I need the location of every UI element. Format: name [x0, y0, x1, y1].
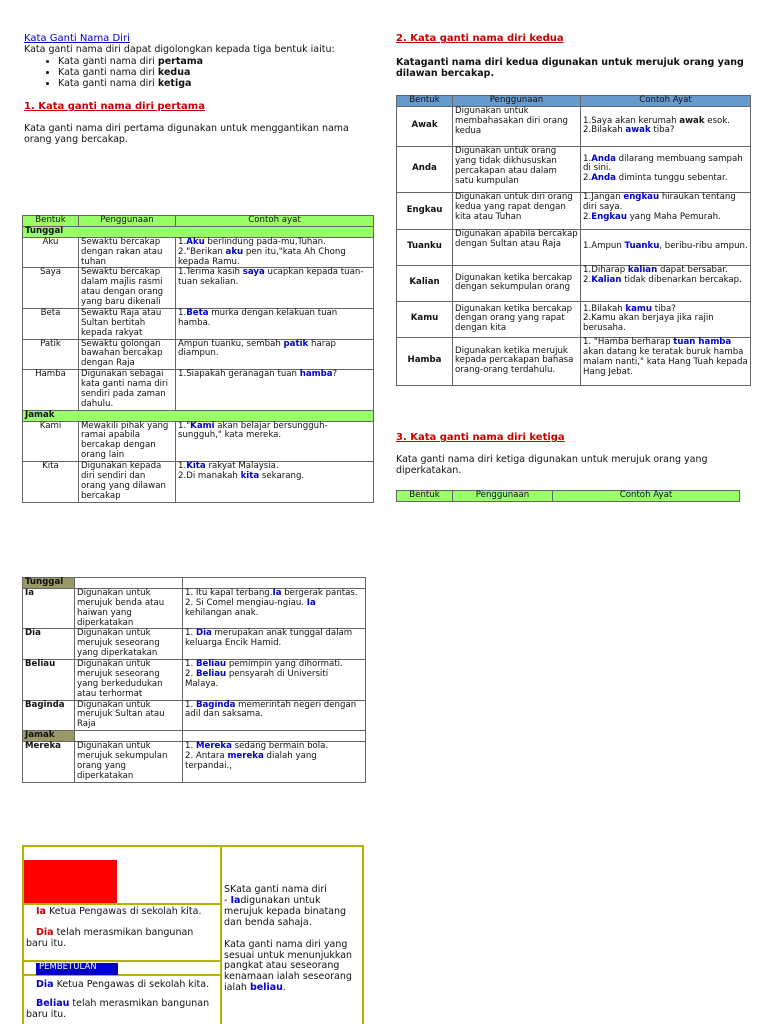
list-item: • Kata ganti nama diri pertama [58, 57, 203, 68]
col-header: Penggunaan [453, 96, 581, 107]
table-row: Patik Sewaktu golongan bawahan bercakap dengan Raja Ampun tuanku, sembah patik harap diampun. [23, 339, 374, 370]
first-person-table [22, 215, 374, 503]
table-row: Kalian Digunakan ketika bercakap dengan sekumpulan orang 1.Diharap kalian dapat bersabar. 2.Kalian tidak dibenarkan bercakap. [397, 265, 751, 301]
list-item: • Kata ganti nama diri ketiga [58, 79, 203, 90]
table-row: Awak Digunakan untuk membahasakan diri orang kedua 1.Saya akan kerumah awak esok. 2.Bilakah awak tiba? [397, 106, 751, 146]
doc-title[interactable]: Kata Ganti Nama Diri [24, 33, 130, 44]
box-divider [220, 845, 222, 1024]
table-row: Engkau Digunakan untuk diri orang kedua yang rapat dengan kita atau Tuhan 1.Jangan engkau hiraukan tentang diri saya. 2.Engkau yang Maha Pemurah. [397, 192, 751, 229]
table-row: Anda Digunakan untuk orang yang tidak dikhususkan percakapan atau dalam satu kumpulan 1.Anda dilarang membuang sampah di sini. 2.Anda diminta tunggu sebentar. [397, 146, 751, 192]
wrong-sentence-2: Dia telah merasmikan bangunan baru itu. [26, 927, 194, 949]
third-person-header-table [396, 490, 740, 502]
correct-sentence-2: Beliau telah merasmikan bangunan baru itu. [26, 998, 210, 1020]
table-row: Hamba Digunakan sebagai kata ganti nama diri sendiri pada zaman dahulu. 1.Siapakah geranagan tuan hamba? [23, 370, 374, 411]
intro-text: Kata ganti nama diri dapat digolongkan kepada tiga bentuk iaitu: [24, 44, 335, 55]
table-row: Hamba Digunakan ketika merujuk kepada percakapan bahasa orang-orang terdahulu. 1. "Hamba berharap tuan hamba akan datang ke teratak buruk hamba malam nanti," kata Hang Tuah kepada Hang Jebat. [397, 337, 751, 385]
table-header-row [397, 96, 751, 107]
correction-banner: PEMBETULAN [36, 963, 118, 975]
table-row: Beta Sewaktu Raja atau Sultan bertitah kepada rakyat 1.Beta murka dengan kelakuan tuan hamba. [23, 308, 374, 339]
second-person-table [396, 95, 751, 386]
col-header: Penggunaan [79, 216, 176, 227]
section3-title: 3. Kata ganti nama diri ketiga [396, 432, 565, 443]
table-row: Mereka Digunakan untuk merujuk sekumpulan orang yang diperkatakan 1. Mereka sedang bermain bola. 2. Antara mereka dialah yang terpandai., [23, 742, 366, 783]
wrong-sentence-1: Ia Ketua Pengawas di sekolah kita. [36, 906, 202, 917]
table-header-row [397, 491, 740, 502]
table-row: Dia Digunakan untuk merujuk seseorang yang diperkatakan 1. Dia merupakan anak tunggal dalam keluarga Encik Hamid. [23, 629, 366, 660]
table-row: Aku Sewaktu bercakap dengan rakan atau tuhan 1.Aku berlindung pada-mu,Tuhan. 2."Berikan aku pen itu,"kata Ah Chong kepada Ramu. [23, 237, 374, 268]
table-row: Baginda Digunakan untuk merujuk Sultan atau Raja 1. Baginda memerintah negeri dengan adil dan saksama. [23, 700, 366, 731]
note-text: SKata ganti nama diri - Iadigunakan untuk merujuk kepada binatang dan benda sahaja. Kata ganti nama diri yang sesuai untuk menunjukkan pangkat atau seseorang kenamaan ialah seseorang ialah beliau. [224, 884, 353, 994]
col-header: Bentuk [397, 96, 453, 107]
col-header: Contoh Ayat [581, 96, 751, 107]
section-row-jamak: Jamak [23, 731, 366, 742]
box-divider [24, 903, 220, 905]
col-header: Contoh ayat [176, 216, 374, 227]
section2-title: 2. Kata ganti nama diri kedua [396, 33, 564, 44]
table-row: Beliau Digunakan untuk merujuk seseorang yang berkedudukan atau terhormat 1. Beliau pemimpin yang dihormati. 2. Beliau pensyarah di Universiti Malaya. [23, 660, 366, 701]
third-person-table [22, 577, 366, 783]
red-block [24, 860, 117, 903]
table-row: Tuanku Digunakan apabila bercakap dengan Sultan atau Raja 1.Ampun Tuanku, beribu-ribu ampun. [397, 229, 751, 265]
section-row-tunggal: Tunggal [23, 578, 366, 589]
section1-title: 1. Kata ganti nama diri pertama [24, 101, 205, 112]
section-row-tunggal: Tunggal [23, 226, 374, 237]
col-header: Penggunaan [453, 491, 553, 502]
table-row: Kami Mewakili pihak yang ramai apabila bercakap dengan orang lain 1."Kami akan belajar bersungguh-sungguh," kata mereka. [23, 421, 374, 462]
table-row: Kita Digunakan kepada diri sendiri dan orang yang dilawan bercakap 1.Kita rakyat Malaysia. 2.Di manakah kita sekarang. [23, 462, 374, 503]
types-list [24, 57, 203, 90]
table-row: Kamu Digunakan ketika bercakap dengan orang yang rapat dengan kita 1.Bilakah kamu tiba? 2.Kamu akan berjaya jika rajin berusaha. [397, 301, 751, 337]
table-row: Ia Digunakan untuk merujuk benda atau haiwan yang diperkatakan 1. Itu kapal terbang.Ia bergerak pantas. 2. Si Comel mengiau-ngiau. Ia kehilangan anak. [23, 588, 366, 629]
section3-text: Kata ganti nama diri ketiga digunakan untuk merujuk orang yang diperkatakan. [396, 454, 708, 476]
col-header: Contoh Ayat [553, 491, 740, 502]
col-header: Bentuk [23, 216, 79, 227]
section1-text: Kata ganti nama diri pertama digunakan untuk menggantikan nama orang yang bercakap. [24, 123, 349, 145]
correct-sentence-1: Dia Ketua Pengawas di sekolah kita. [36, 979, 210, 990]
list-item: • Kata ganti nama diri kedua [58, 68, 203, 79]
table-header-row [23, 216, 374, 227]
table-row: Saya Sewaktu bercakap dalam majlis rasmi atau dengan orang yang baru dikenali 1.Terima kasih saya ucapkan kepada tuan-tuan sekalian. [23, 268, 374, 309]
section-row-jamak: Jamak [23, 410, 374, 421]
section2-text: Kataganti nama diri kedua digunakan untuk merujuk orang yang dilawan bercakap. [396, 57, 744, 79]
col-header: Bentuk [397, 491, 453, 502]
